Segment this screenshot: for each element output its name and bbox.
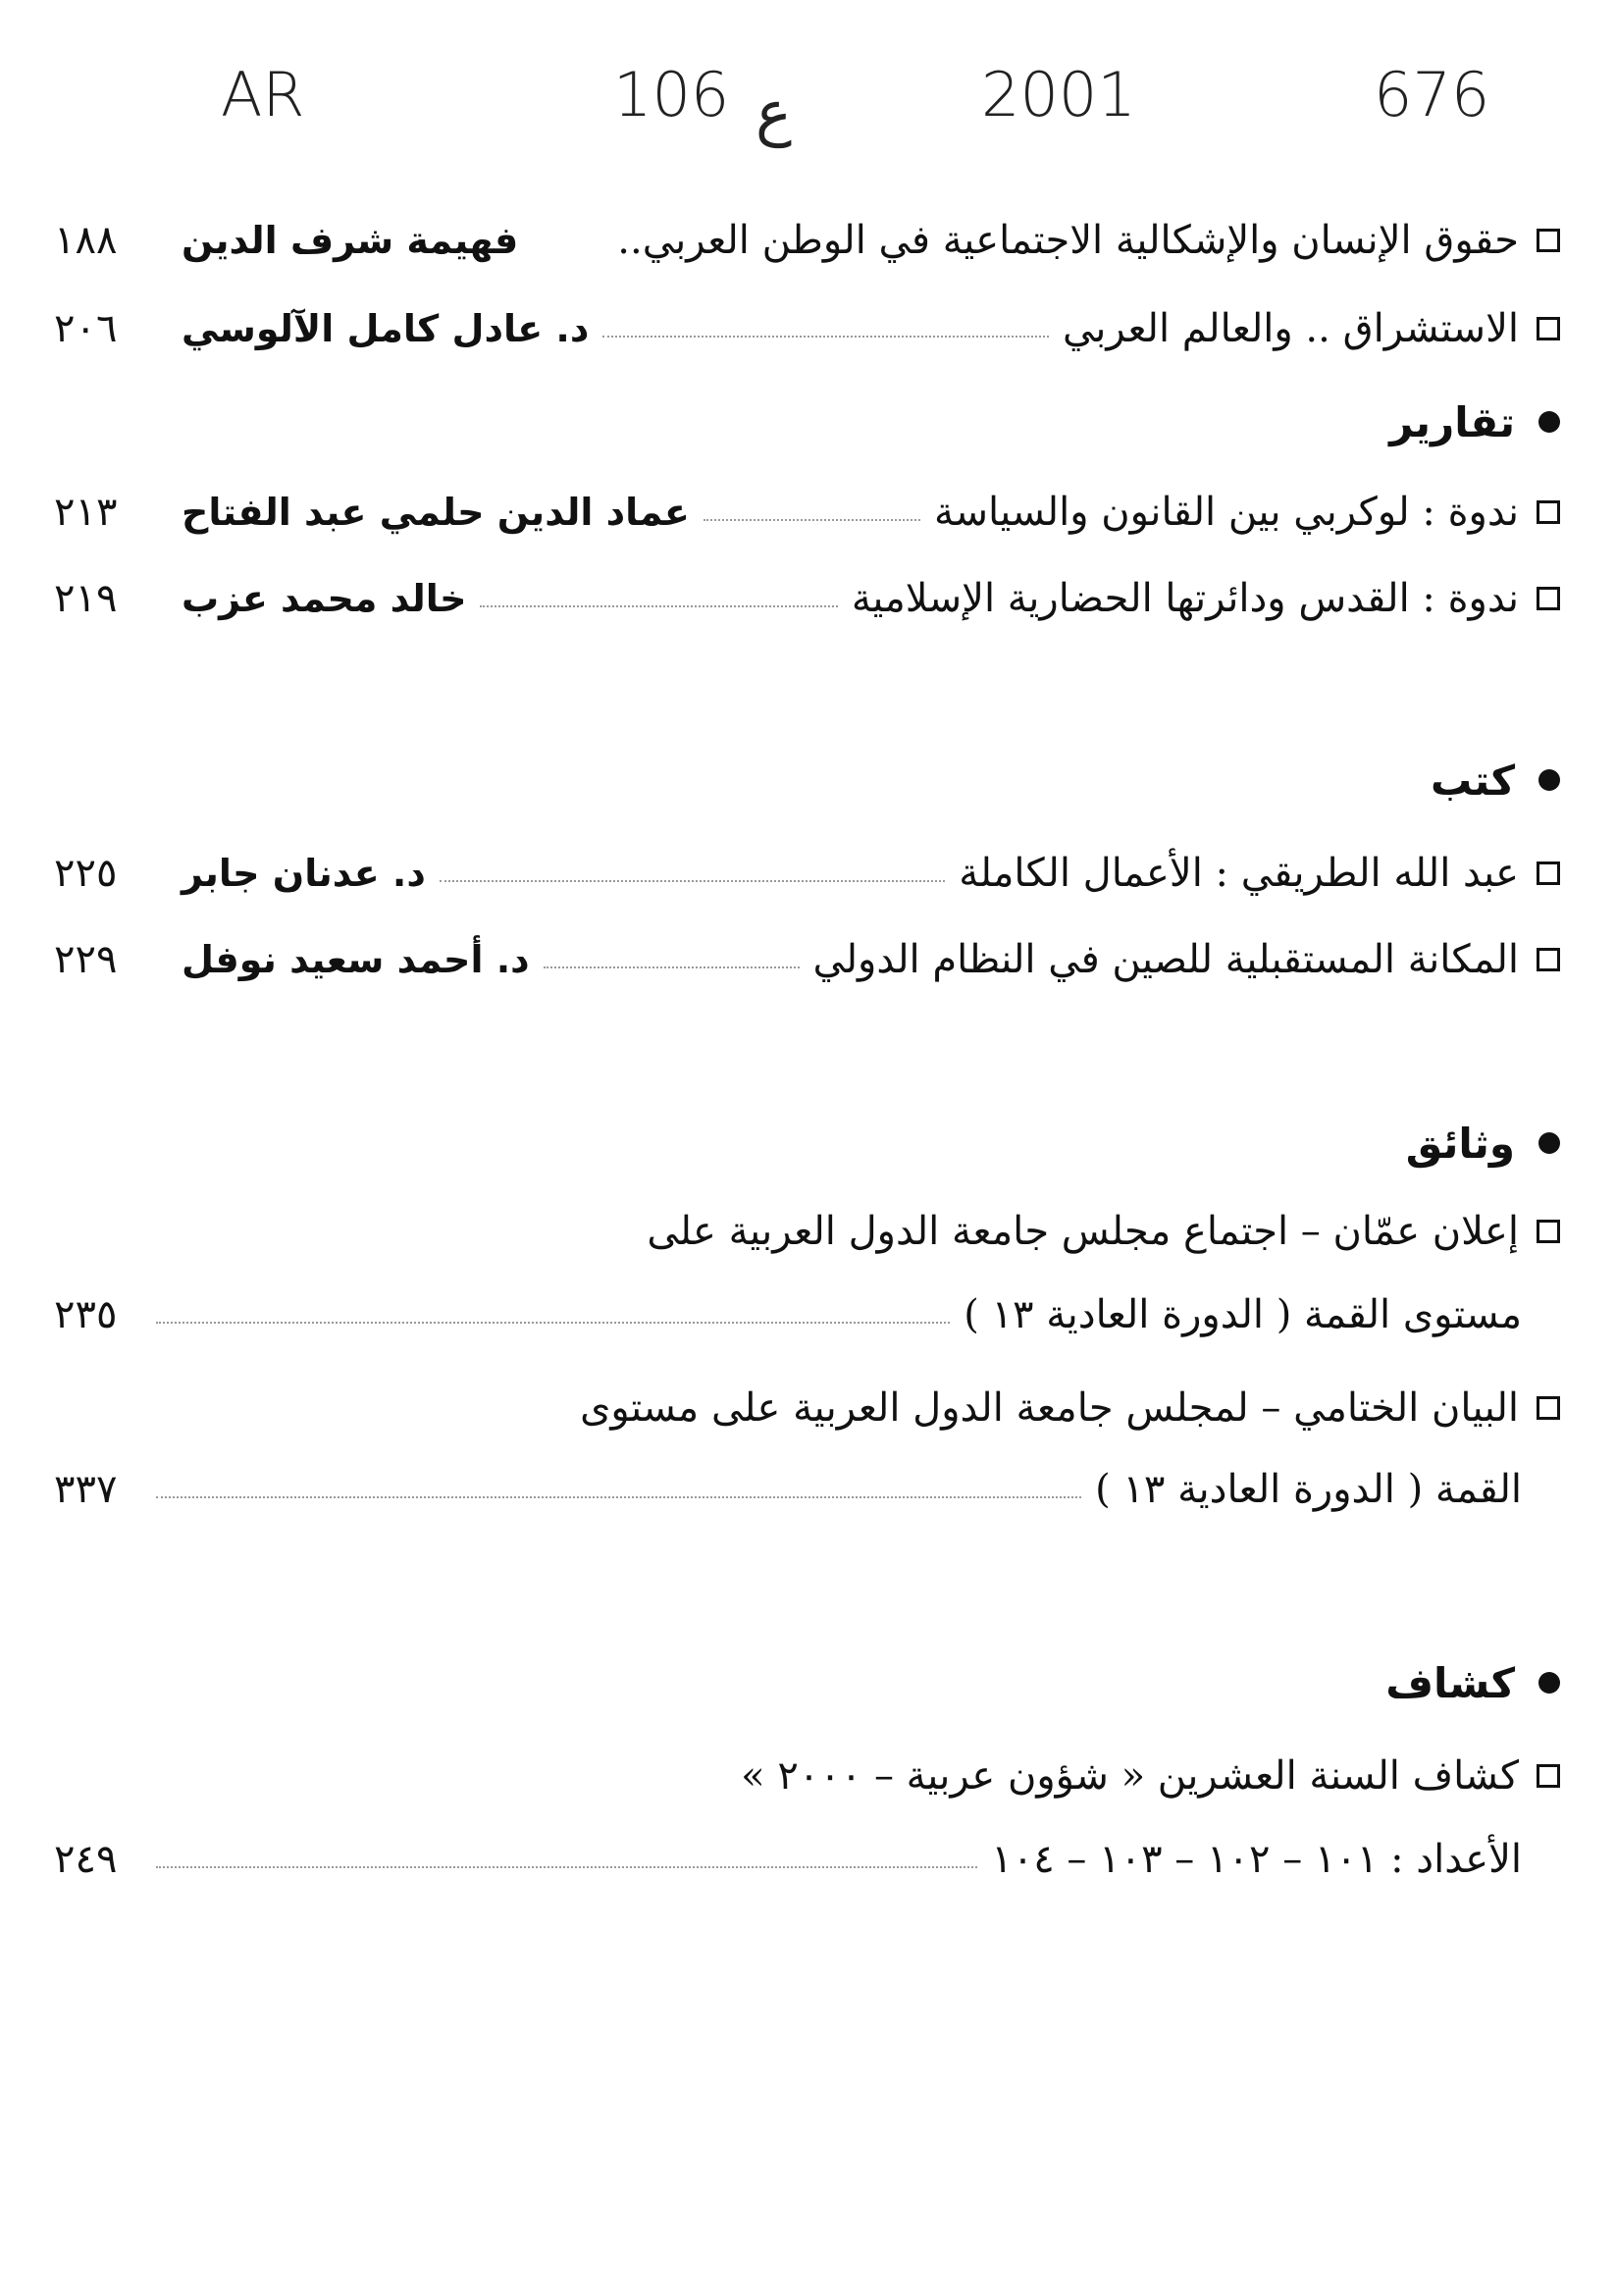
- checkbox-square-icon: [1537, 317, 1560, 340]
- checkbox-square-icon: [1537, 1220, 1560, 1243]
- entry-author: د. عادل كامل الآلوسي: [182, 307, 590, 350]
- entry-page: ٢٤٩: [54, 1837, 118, 1882]
- toc-entry[interactable]: [54, 289, 1560, 368]
- toc-entry-line1[interactable]: [54, 1737, 1560, 1815]
- entry-page: ٢٣٥: [54, 1292, 118, 1337]
- toc-entry[interactable]: [54, 201, 1560, 280]
- toc-entry[interactable]: [54, 473, 1560, 551]
- entry-title: كشاف السنة العشرين « شؤون عربية – ٢٠٠٠ »: [741, 1753, 1519, 1799]
- entry-title-continued: مستوى القمة ( الدورة العادية ١٣ ): [964, 1292, 1522, 1337]
- entry-title-continued: الأعداد : ١٠١ – ١٠٢ – ١٠٣ – ١٠٤: [991, 1837, 1522, 1882]
- entry-author: خالد محمد عزب: [182, 577, 467, 620]
- entry-page: ٣٣٧: [54, 1467, 118, 1512]
- handwritten-mark-ar: AR: [221, 59, 305, 130]
- bullet-icon: [1538, 1132, 1560, 1154]
- checkbox-square-icon: [1537, 948, 1560, 971]
- entry-page: ٢٢٩: [54, 937, 118, 982]
- bullet-icon: [1538, 769, 1560, 791]
- entry-title-continued: القمة ( الدورة العادية ١٣ ): [1095, 1467, 1522, 1512]
- checkbox-square-icon: [1537, 587, 1560, 610]
- section-heading-reports: [54, 383, 1560, 461]
- entry-page: ٢١٣: [54, 490, 118, 535]
- entry-title: البيان الختامي – لمجلس جامعة الدول العربية على مستوى: [580, 1385, 1519, 1431]
- toc-entry[interactable]: [54, 834, 1560, 913]
- entry-title: ندوة : القدس ودائرتها الحضارية الإسلامية: [851, 576, 1519, 621]
- entry-author: عماد الدين حلمي عبد الفتاح: [182, 491, 690, 534]
- toc-entry[interactable]: [54, 559, 1560, 638]
- entry-page: ٢٢٥: [54, 851, 118, 896]
- dot-leader: [544, 966, 800, 968]
- toc-entry-line1[interactable]: [54, 1369, 1560, 1447]
- section-heading-documents: [54, 1104, 1560, 1182]
- toc-entry-line2[interactable]: [54, 1276, 1560, 1354]
- section-title: تقارير: [1389, 397, 1515, 446]
- dot-leader: [704, 519, 920, 521]
- entry-page: ١٨٨: [54, 218, 118, 263]
- toc-entry-line1[interactable]: [54, 1192, 1560, 1271]
- toc-entry-line2[interactable]: [54, 1820, 1560, 1899]
- dot-leader: [156, 1866, 977, 1868]
- checkbox-square-icon: [1537, 1396, 1560, 1420]
- dot-leader: [156, 1496, 1081, 1498]
- toc-entry-line2[interactable]: [54, 1450, 1560, 1529]
- dot-leader: [480, 605, 837, 607]
- handwritten-mark-ain: ع: [756, 77, 792, 148]
- section-title: كتب: [1430, 756, 1515, 805]
- checkbox-square-icon: [1537, 500, 1560, 524]
- handwritten-mark-676: 676: [1374, 59, 1490, 130]
- entry-title: عبد الله الطريقي : الأعمال الكاملة: [959, 851, 1519, 896]
- entry-page: ٢١٩: [54, 576, 118, 621]
- section-title: كشاف: [1385, 1658, 1515, 1707]
- section-heading-index: [54, 1644, 1560, 1722]
- entry-author: فهيمة شرف الدين: [182, 219, 519, 262]
- dot-leader: [440, 880, 945, 882]
- section-heading-books: [54, 741, 1560, 819]
- toc-entry[interactable]: [54, 920, 1560, 999]
- entry-title: المكانة المستقبلية للصين في النظام الدولي: [812, 937, 1519, 982]
- entry-title: حقوق الإنسان والإشكالية الاجتماعية في الوطن العربي..: [617, 218, 1519, 263]
- entry-title: الاستشراق .. والعالم العربي: [1062, 306, 1519, 351]
- bullet-icon: [1538, 1672, 1560, 1694]
- dot-leader: [156, 1322, 950, 1324]
- entry-author: د. عدنان جابر: [182, 852, 426, 895]
- bullet-icon: [1538, 411, 1560, 433]
- checkbox-square-icon: [1537, 1764, 1560, 1788]
- entry-page: ٢٠٦: [54, 306, 118, 351]
- handwritten-mark-year: 2001: [981, 59, 1136, 130]
- checkbox-square-icon: [1537, 861, 1560, 885]
- handwritten-mark-106: 106: [613, 59, 730, 130]
- entry-title: ندوة : لوكربي بين القانون والسياسة: [934, 490, 1519, 535]
- checkbox-square-icon: [1537, 229, 1560, 252]
- section-title: وثائق: [1405, 1119, 1515, 1168]
- entry-title: إعلان عمّان – اجتماع مجلس جامعة الدول العربية على: [647, 1209, 1519, 1254]
- dot-leader: [602, 336, 1049, 338]
- entry-author: د. أحمد سعيد نوفل: [182, 938, 530, 981]
